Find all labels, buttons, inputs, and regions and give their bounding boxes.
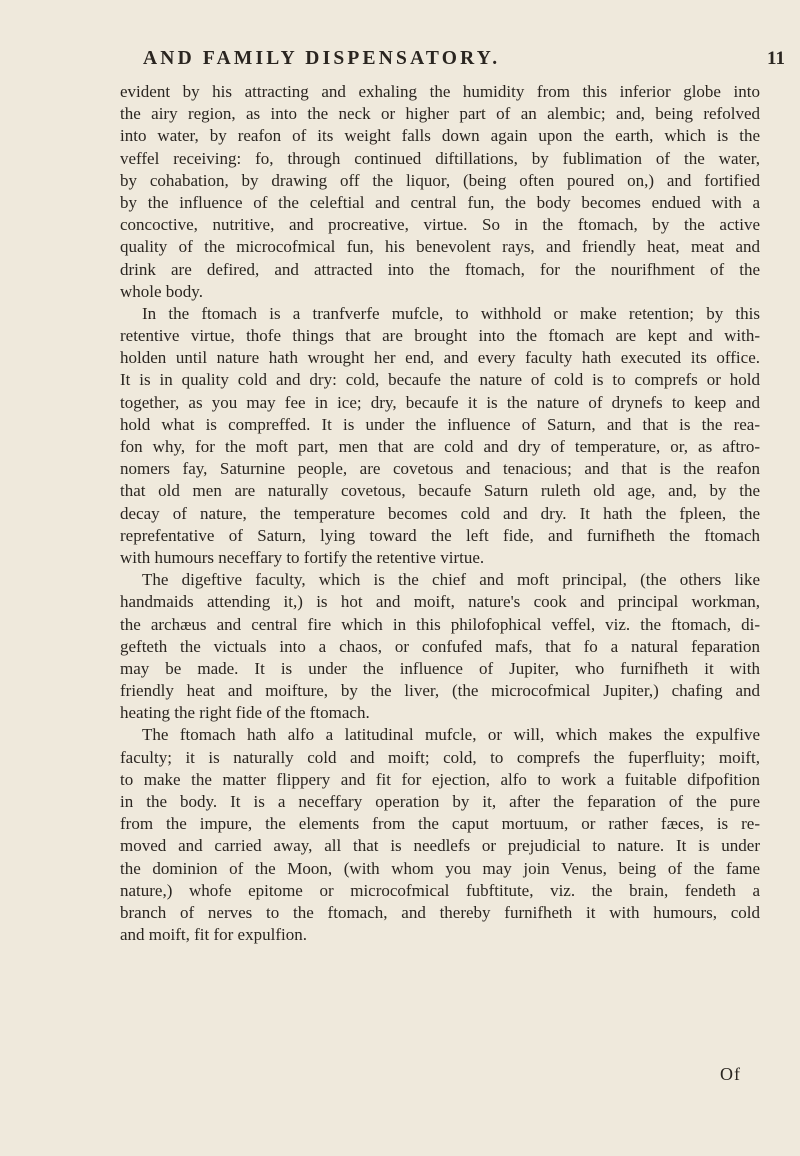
text-line: reprefentative of Saturn, lying toward the left fide, and furnifheth the ftomach: [120, 525, 760, 545]
catchword: Of: [720, 1064, 741, 1084]
text-line: by cohabation, by drawing off the liquor, (being often poured on,) and fortified: [120, 170, 760, 190]
text-line: It is in quality cold and dry: cold, becaufe the nature of cold is to comprefs or hold: [120, 370, 760, 390]
text-line: from the impure, the elements from the caput mortuum, or rather fæces, is re-: [120, 814, 760, 834]
text-line: whole body.: [120, 281, 203, 301]
text-line: moved and carried away, all that is needlefs or prejudicial to nature. It is under: [120, 836, 760, 856]
text-line: retentive virtue, thofe things that are brought into the ftomach are kept and with-: [120, 326, 760, 346]
text-line: The ftomach hath alfo a latitudinal mufcle, or will, which makes the expulfive: [142, 725, 760, 745]
text-line: handmaids attending it,) is hot and moift, nature's cook and principal workman,: [120, 592, 760, 612]
text-line: in the body. It is a neceffary operation by it, after the feparation of the pure: [120, 792, 760, 811]
text-line: gefteth the victuals into a chaos, or confufed mafs, that fo a natural feparation: [120, 636, 760, 656]
text-line: drink are defired, and attracted into the ftomach, for the nourifhment of the: [120, 259, 760, 279]
text-line: nomers fay, Saturnine people, are covetous and tenacious; and that is the reafon: [120, 459, 760, 479]
text-line: may be made. It is under the influence of Jupiter, who furnifheth it with: [120, 658, 760, 678]
text-line: the dominion of the Moon, (with whom you may join Venus, being of the fame: [120, 858, 760, 878]
text-line: branch of nerves to the ftomach, and thereby furnifheth it with humours, cold: [120, 902, 760, 922]
running-title: AND FAMILY DISPENSATORY.: [143, 48, 501, 69]
text-line: In the ftomach is a tranfverfe mufcle, to withhold or make retention; by this: [142, 303, 760, 323]
text-line: veffel receiving: fo, through continued diftillations, by fublimation of the water,: [120, 148, 760, 168]
text-line: holden until nature hath wrought her end, and every faculty hath executed its office.: [120, 348, 760, 368]
text-line: the archæus and central fire which in this philofophical veffel, viz. the ftomach, di-: [120, 614, 760, 634]
text-line: into water, by reafon of its weight falls down again upon the earth, which is the: [120, 126, 760, 146]
text-line: and moift, fit for expulfion.: [120, 925, 307, 945]
text-line: The digeftive faculty, which is the chief and moft principal, (the others like: [142, 570, 760, 590]
text-line: decay of nature, the temperature becomes cold and dry. It hath the fpleen, the: [120, 503, 760, 523]
text-line: evident by his attracting and exhaling the humidity from this inferior globe into: [120, 82, 760, 101]
text-line: friendly heat and moifture, by the liver, (the microcofmical Jupiter,) chafing and: [120, 681, 760, 701]
text-line: to make the matter flippery and fit for ejection, alfo to work a fuitable difpofition: [120, 769, 760, 789]
text-line: heating the right fide of the ftomach.: [120, 703, 370, 723]
text-line: fon why, for the moft part, men that are cold and dry of temperature, or, as aftro-: [120, 437, 760, 456]
text-line: hold what is compreffed. It is under the influence of Saturn, and that is the rea-: [120, 414, 760, 434]
text-line: concoctive, nutritive, and procreative, virtue. So in the ftomach, by the active: [120, 215, 760, 235]
text-line: by the influence of the celeftial and central fun, the body becomes endued with a: [120, 192, 760, 212]
text-line: with humours neceffary to fortify the retentive virtue.: [120, 547, 485, 567]
text-line: faculty; it is naturally cold and moift; cold, to comprefs the fuperfluity; moift,: [120, 747, 760, 767]
text-line: quality of the microcofmical fun, his benevolent rays, and friendly heat, meat and: [120, 237, 760, 257]
text-line: nature,) whofe epitome or microcofmical fubftitute, viz. the brain, fendeth a: [120, 880, 760, 900]
text-line: that old men are naturally covetous, becaufe Saturn ruleth old age, and, by the: [120, 481, 760, 501]
body-text: [120, 81, 760, 946]
text-line: together, as you may fee in ice; dry, becaufe it is the nature of drynefs to keep and: [120, 392, 760, 412]
page-number: 11: [767, 48, 785, 69]
text-line: the airy region, as into the neck or higher part of an alembic; and, being refolved: [120, 104, 760, 124]
